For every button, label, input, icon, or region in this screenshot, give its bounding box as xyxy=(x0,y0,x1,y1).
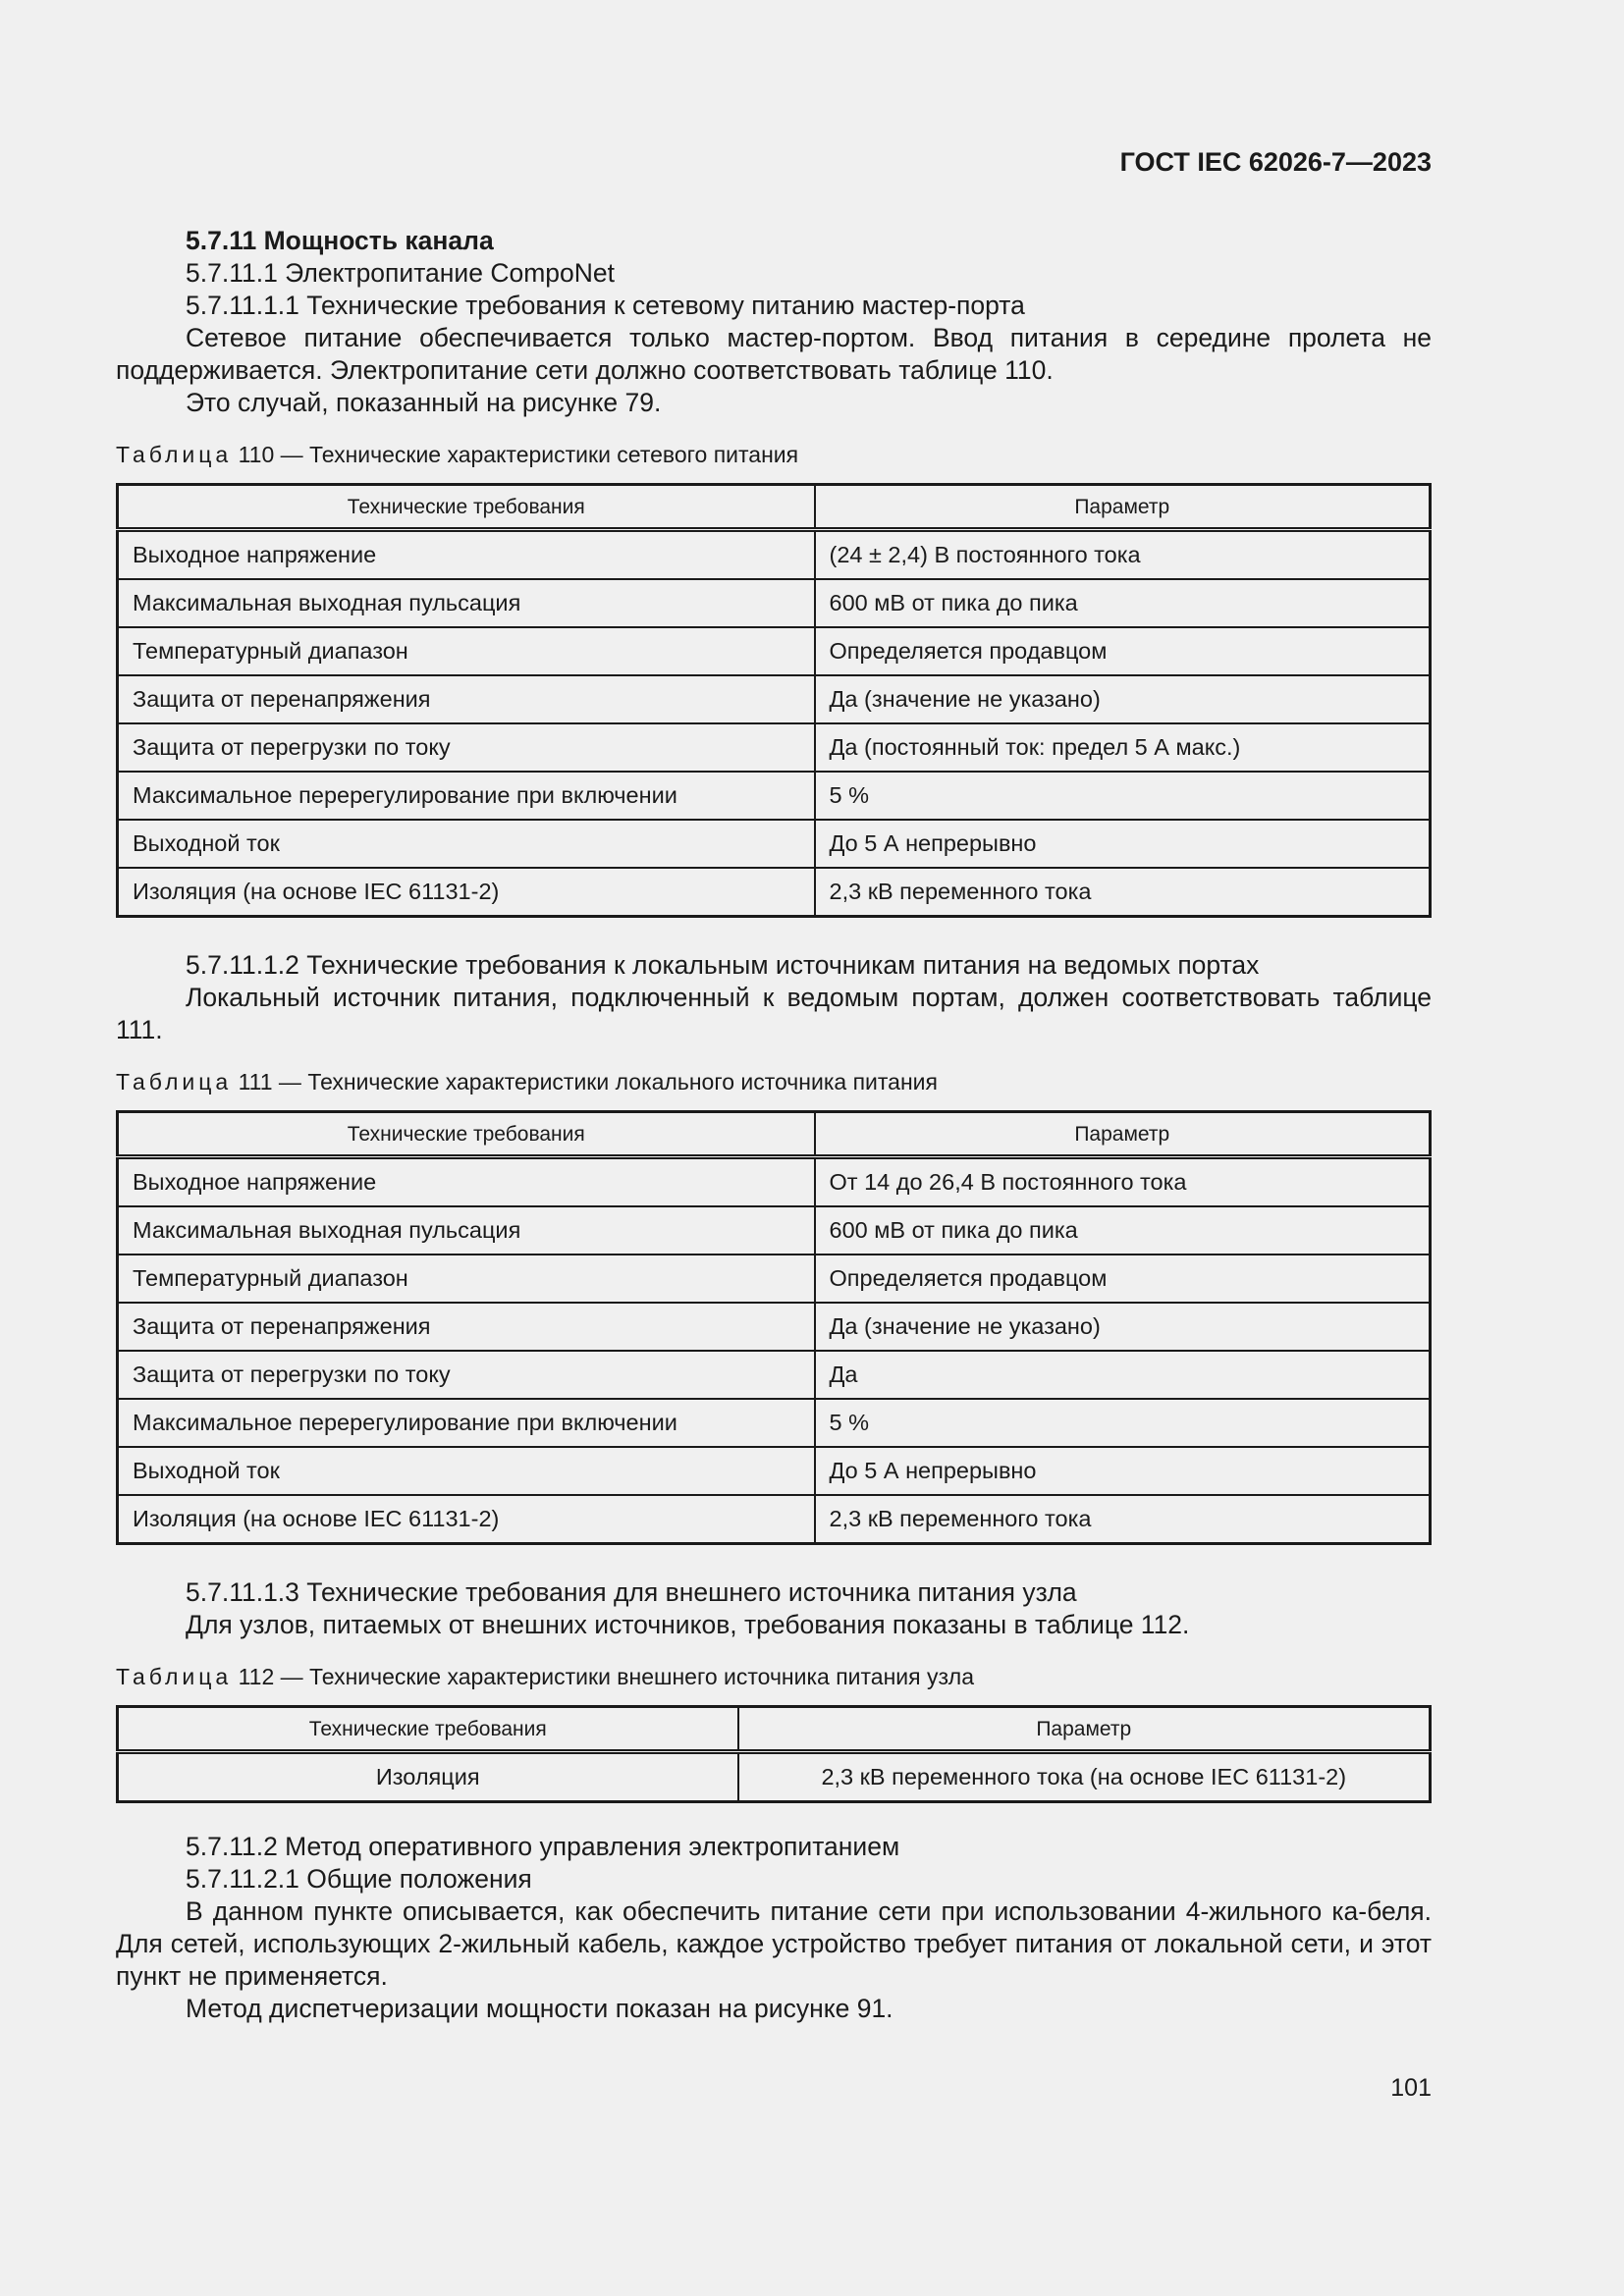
subsection-heading-5-7-11-1-3: 5.7.11.1.3 Технические требования для внешнего источника питания узла xyxy=(186,1577,1077,1607)
header-requirements: Технические требования xyxy=(118,1112,815,1157)
subsection-heading-5-7-11-1-1: 5.7.11.1.1 Технические требования к сетевому питанию мастер-порта xyxy=(186,291,1025,320)
cell-parameter: Определяется продавцом xyxy=(815,1255,1431,1303)
cell-requirement: Выходной ток xyxy=(118,820,815,868)
header-parameter: Параметр xyxy=(815,1112,1431,1157)
table-row xyxy=(118,1206,1431,1255)
paragraph: Для узлов, питаемых от внешних источников, требования показаны в таблице 112. xyxy=(186,1610,1190,1639)
table-row xyxy=(118,675,1431,723)
cell-parameter: Определяется продавцом xyxy=(815,627,1431,675)
cell-requirement: Защита от перенапряжения xyxy=(118,1303,815,1351)
cell-parameter: Да (постоянный ток: предел 5 А макс.) xyxy=(815,723,1431,772)
header-requirements: Технические требования xyxy=(118,485,815,530)
cell-parameter: До 5 А непрерывно xyxy=(815,1447,1431,1495)
table-caption-label: Таблица xyxy=(116,442,233,467)
cell-parameter: (24 ± 2,4) В постоянного тока xyxy=(815,530,1431,580)
subsection-heading-5-7-11-1: 5.7.11.1 Электропитание CompoNet xyxy=(186,258,615,288)
subsection-heading-5-7-11-1-2: 5.7.11.1.2 Технические требования к локальным источникам питания на ведомых портах xyxy=(186,950,1260,980)
table-row xyxy=(118,1495,1431,1544)
cell-requirement: Изоляция (на основе IEC 61131-2) xyxy=(118,868,815,917)
cell-requirement: Выходное напряжение xyxy=(118,1157,815,1207)
table-row xyxy=(118,530,1431,580)
table-110 xyxy=(116,483,1432,918)
header-parameter: Параметр xyxy=(815,485,1431,530)
table-row xyxy=(118,868,1431,917)
cell-requirement: Температурный диапазон xyxy=(118,627,815,675)
table-112 xyxy=(116,1705,1432,1803)
section-heading-5-7-11: 5.7.11 Мощность канала xyxy=(186,226,494,255)
table-header-row xyxy=(118,485,1431,530)
table-row xyxy=(118,1157,1431,1207)
cell-parameter: Да (значение не указано) xyxy=(815,675,1431,723)
cell-parameter: 2,3 кВ переменного тока xyxy=(815,868,1431,917)
cell-parameter: Да (значение не указано) xyxy=(815,1303,1431,1351)
cell-requirement: Изоляция (на основе IEC 61131-2) xyxy=(118,1495,815,1544)
table-caption-label: Таблица xyxy=(116,1069,233,1095)
table-caption-text: 112 — Технические характеристики внешнего источника питания узла xyxy=(238,1664,974,1689)
paragraph: Метод диспетчеризации мощности показан на рисунке 91. xyxy=(186,1994,893,2023)
table-row xyxy=(118,579,1431,627)
table-row xyxy=(118,1752,1431,1802)
cell-requirement: Защита от перегрузки по току xyxy=(118,723,815,772)
paragraph: Сетевое питание обеспечивается только мастер-портом. Ввод питания в середине пролета не поддерживается. Электропитание сети должно соответствовать таблице 110. xyxy=(116,323,1432,385)
header-requirements: Технические требования xyxy=(118,1707,738,1752)
cell-parameter: Да xyxy=(815,1351,1431,1399)
cell-requirement: Защита от перенапряжения xyxy=(118,675,815,723)
table-caption-text: 111 — Технические характеристики локального источника питания xyxy=(238,1069,938,1095)
cell-parameter: 5 % xyxy=(815,772,1431,820)
paragraph: Локальный источник питания, подключенный к ведомым портам, должен соответствовать таблице 111. xyxy=(116,983,1432,1044)
table-caption-label: Таблица xyxy=(116,1664,233,1689)
cell-parameter: 2,3 кВ переменного тока (на основе IEC 61131-2) xyxy=(738,1752,1431,1802)
table-row xyxy=(118,1255,1431,1303)
cell-parameter: 600 мВ от пика до пика xyxy=(815,1206,1431,1255)
paragraph: В данном пункте описывается, как обеспечить питание сети при использовании 4-жильного ка-беля. Для сетей, использующих 2-жильный кабель, каждое устройство требует питания от локальной сети, и этот пункт не применяется. xyxy=(116,1896,1432,1991)
table-row xyxy=(118,772,1431,820)
document-id: ГОСТ IEC 62026-7—2023 xyxy=(1119,147,1432,177)
table-caption-110 xyxy=(116,441,1432,468)
table-111 xyxy=(116,1110,1432,1545)
header-parameter: Параметр xyxy=(738,1707,1431,1752)
cell-requirement: Максимальная выходная пульсация xyxy=(118,579,815,627)
table-row xyxy=(118,820,1431,868)
cell-parameter: 2,3 кВ переменного тока xyxy=(815,1495,1431,1544)
cell-parameter: До 5 А непрерывно xyxy=(815,820,1431,868)
table-row xyxy=(118,723,1431,772)
cell-requirement: Выходной ток xyxy=(118,1447,815,1495)
table-caption-text: 110 — Технические характеристики сетевого питания xyxy=(238,442,799,467)
table-row xyxy=(118,1399,1431,1447)
table-row xyxy=(118,1351,1431,1399)
cell-requirement: Выходное напряжение xyxy=(118,530,815,580)
table-row xyxy=(118,1447,1431,1495)
table-header-row xyxy=(118,1707,1431,1752)
cell-requirement: Максимальное перерегулирование при включении xyxy=(118,1399,815,1447)
cell-requirement: Максимальное перерегулирование при включении xyxy=(118,772,815,820)
page-number: 101 xyxy=(1390,2074,1432,2102)
subsection-heading-5-7-11-2: 5.7.11.2 Метод оперативного управления электропитанием xyxy=(186,1832,900,1861)
cell-requirement: Изоляция xyxy=(118,1752,738,1802)
cell-parameter: От 14 до 26,4 В постоянного тока xyxy=(815,1157,1431,1207)
page-content xyxy=(116,225,1432,2025)
cell-parameter: 5 % xyxy=(815,1399,1431,1447)
table-caption-112 xyxy=(116,1663,1432,1690)
table-row xyxy=(118,627,1431,675)
table-row xyxy=(118,1303,1431,1351)
table-header-row xyxy=(118,1112,1431,1157)
cell-requirement: Температурный диапазон xyxy=(118,1255,815,1303)
subsection-heading-5-7-11-2-1: 5.7.11.2.1 Общие положения xyxy=(186,1864,532,1894)
cell-requirement: Защита от перегрузки по току xyxy=(118,1351,815,1399)
cell-requirement: Максимальная выходная пульсация xyxy=(118,1206,815,1255)
cell-parameter: 600 мВ от пика до пика xyxy=(815,579,1431,627)
paragraph: Это случай, показанный на рисунке 79. xyxy=(186,388,662,417)
table-caption-111 xyxy=(116,1068,1432,1095)
